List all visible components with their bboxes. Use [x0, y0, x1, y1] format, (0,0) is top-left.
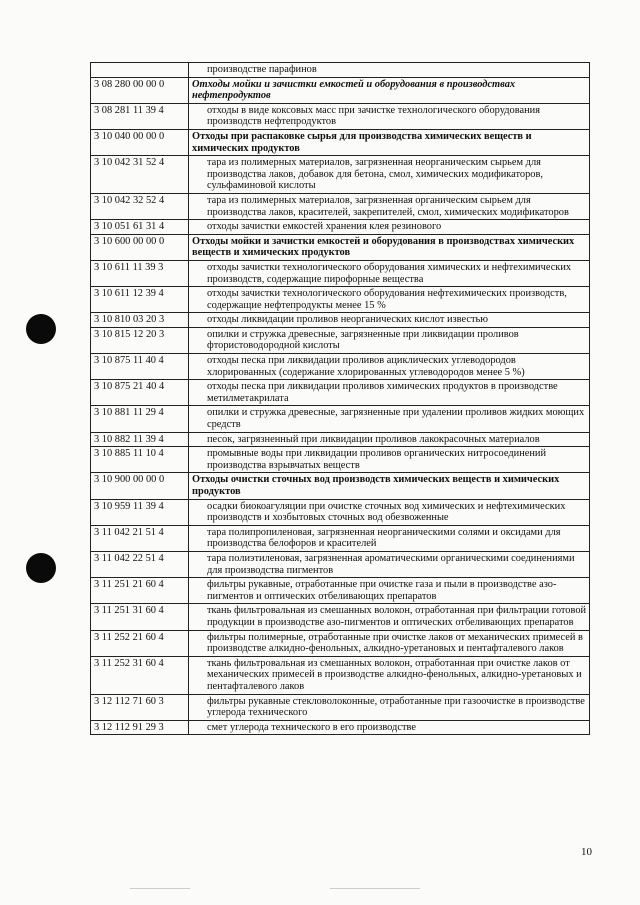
table-row	[91, 220, 590, 235]
table-row	[91, 447, 590, 473]
waste-code-cell: 3 10 040 00 00 0	[91, 129, 189, 155]
waste-classification-table	[90, 62, 590, 735]
waste-code-cell: 3 10 885 11 10 4	[91, 447, 189, 473]
waste-description-cell: отходы зачистки технологического оборудования химических и нефтехимических производств, содержащие пирофорные вещества	[189, 260, 590, 286]
table-row	[91, 604, 590, 630]
waste-code-cell: 3 10 051 61 31 4	[91, 220, 189, 235]
table-row	[91, 103, 590, 129]
waste-code-cell: 3 10 600 00 00 0	[91, 234, 189, 260]
waste-code-cell: 3 11 251 21 60 4	[91, 578, 189, 604]
waste-description-cell: отходы песка при ликвидации проливов ациклических углеводородов хлорированных (содержание хлорированных углеводородов менее 5 %)	[189, 354, 590, 380]
waste-description-cell: фильтры рукавные стекловолоконные, отработанные при газоочистке в производстве углерода технического	[189, 694, 590, 720]
table-row	[91, 499, 590, 525]
table-row	[91, 129, 590, 155]
table-row	[91, 193, 590, 219]
waste-description-cell: Отходы при распаковке сырья для производства химических веществ и химических продуктов	[189, 129, 590, 155]
waste-description-cell: производстве парафинов	[189, 63, 590, 78]
waste-description-cell: тара полипропиленовая, загрязненная неорганическими солями и оксидами для производства белофоров и красителей	[189, 525, 590, 551]
waste-description-cell: тара полиэтиленовая, загрязненная ароматическими органическими соединениями для производства пигментов	[189, 551, 590, 577]
waste-description-cell: отходы зачистки емкостей хранения клея резинового	[189, 220, 590, 235]
table-body	[91, 63, 590, 735]
table-row	[91, 578, 590, 604]
table-row	[91, 354, 590, 380]
table-row	[91, 287, 590, 313]
waste-code-cell: 3 10 810 03 20 3	[91, 313, 189, 328]
waste-description-cell: отходы в виде коксовых масс при зачистке технологического оборудования производств нефтепродуктов	[189, 103, 590, 129]
waste-code-cell: 3 08 281 11 39 4	[91, 103, 189, 129]
table-row	[91, 327, 590, 353]
table-row	[91, 77, 590, 103]
table-row	[91, 260, 590, 286]
waste-description-cell: опилки и стружка древесные, загрязненные при удалении проливов жидких моющих средств	[189, 406, 590, 432]
waste-description-cell: отходы зачистки технологического оборудования нефтехимических производств, содержащие нефтепродукты менее 15 %	[189, 287, 590, 313]
waste-code-cell: 3 08 280 00 00 0	[91, 77, 189, 103]
waste-description-cell: отходы ликвидации проливов неорганических кислот известью	[189, 313, 590, 328]
waste-description-cell: осадки биокоагуляции при очистке сточных вод химических и нефтехимических производств и хозбытовых сточных вод обезвоженные	[189, 499, 590, 525]
scan-artifact	[130, 888, 190, 889]
waste-description-cell: Отходы мойки и зачистки емкостей и оборудования в производствах химических веществ и химических продуктов	[189, 234, 590, 260]
waste-code-cell: 3 10 611 12 39 4	[91, 287, 189, 313]
table-row	[91, 551, 590, 577]
table-row	[91, 473, 590, 499]
table-row	[91, 720, 590, 735]
table-row	[91, 406, 590, 432]
waste-description-cell: промывные воды при ликвидации проливов органических нитросоединений производства взрывчатых веществ	[189, 447, 590, 473]
waste-description-cell: Отходы мойки и зачистки емкостей и оборудования в производствах нефтепродуктов	[189, 77, 590, 103]
waste-code-cell: 3 10 875 21 40 4	[91, 380, 189, 406]
waste-code-cell: 3 11 042 21 51 4	[91, 525, 189, 551]
waste-description-cell: тара из полимерных материалов, загрязненная неорганическим сырьем для производства лаков, добавок для бетона, смол, химических модификаторов, сульфаминовой кислоты	[189, 156, 590, 194]
waste-code-cell: 3 11 252 21 60 4	[91, 630, 189, 656]
waste-description-cell: опилки и стружка древесные, загрязненные при ликвидации проливов фтористоводородной кислоты	[189, 327, 590, 353]
waste-code-cell: 3 10 881 11 29 4	[91, 406, 189, 432]
waste-description-cell: тара из полимерных материалов, загрязненная органическим сырьем для производства лаков, красителей, закрепителей, смол, химических модификаторов	[189, 193, 590, 219]
waste-description-cell: отходы песка при ликвидации проливов химических продуктов в производстве метилметакрилата	[189, 380, 590, 406]
waste-code-cell: 3 10 611 11 39 3	[91, 260, 189, 286]
punch-hole	[26, 553, 56, 583]
waste-code-cell: 3 11 042 22 51 4	[91, 551, 189, 577]
waste-code-cell: 3 10 042 31 52 4	[91, 156, 189, 194]
waste-description-cell: Отходы очистки сточных вод производств химических веществ и химических продуктов	[189, 473, 590, 499]
waste-description-cell: песок, загрязненный при ликвидации проливов лакокрасочных материалов	[189, 432, 590, 447]
waste-description-cell: фильтры рукавные, отработанные при очистке газа и пыли в производстве азо-пигментов и оптических отбеливающих препаратов	[189, 578, 590, 604]
punch-hole	[26, 314, 56, 344]
table-row	[91, 432, 590, 447]
table-row	[91, 63, 590, 78]
waste-code-cell: 3 11 251 31 60 4	[91, 604, 189, 630]
waste-code-cell: 3 10 959 11 39 4	[91, 499, 189, 525]
waste-code-cell: 3 11 252 31 60 4	[91, 656, 189, 694]
waste-code-cell: 3 10 815 12 20 3	[91, 327, 189, 353]
waste-description-cell: ткань фильтровальная из смешанных волокон, отработанная при очистке лаков от механических примесей в производстве алкидно-фенольных, алкидно-уретановых и пентафталевого лаков	[189, 656, 590, 694]
waste-description-cell: смет углерода технического в его производстве	[189, 720, 590, 735]
waste-code-cell: 3 12 112 91 29 3	[91, 720, 189, 735]
table-row	[91, 630, 590, 656]
waste-code-cell: 3 10 882 11 39 4	[91, 432, 189, 447]
waste-code-cell: 3 10 875 11 40 4	[91, 354, 189, 380]
waste-code-cell: 3 10 042 32 52 4	[91, 193, 189, 219]
table-row	[91, 234, 590, 260]
scan-artifact	[330, 888, 420, 889]
waste-description-cell: фильтры полимерные, отработанные при очистке лаков от механических примесей в производстве алкидно-фенольных, алкидно-уретановых и пентафталевого лаков	[189, 630, 590, 656]
table-row	[91, 380, 590, 406]
waste-code-cell: 3 12 112 71 60 3	[91, 694, 189, 720]
table-row	[91, 525, 590, 551]
page-number: 10	[581, 846, 592, 858]
table-row	[91, 156, 590, 194]
waste-description-cell: ткань фильтровальная из смешанных волокон, отработанная при фильтрации готовой продукции в производстве азо-пигментов и оптических отбеливающих препаратов	[189, 604, 590, 630]
table-row	[91, 656, 590, 694]
table-row	[91, 313, 590, 328]
table-row	[91, 694, 590, 720]
waste-code-cell: 3 10 900 00 00 0	[91, 473, 189, 499]
waste-code-cell	[91, 63, 189, 78]
